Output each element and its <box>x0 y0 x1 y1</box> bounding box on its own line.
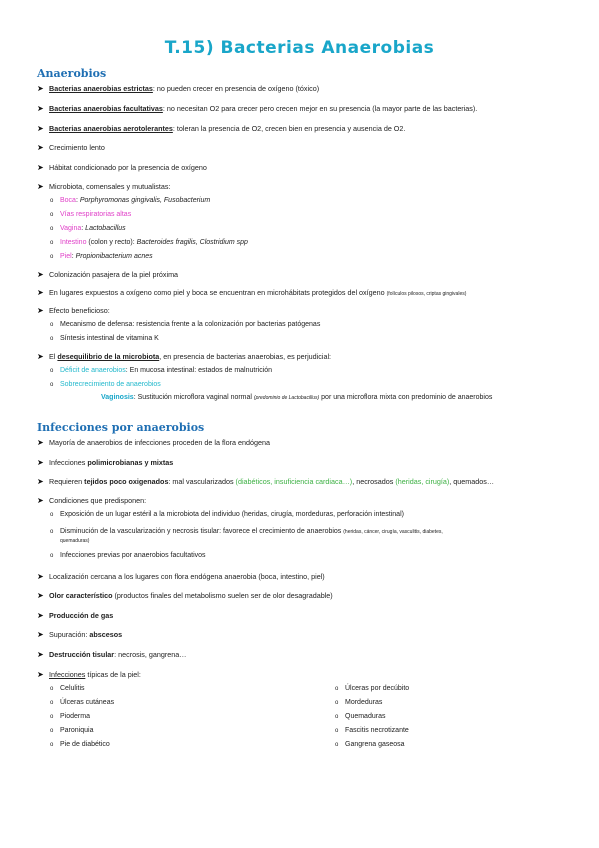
arrow-bullet-icon: ➤ <box>37 182 44 191</box>
circle-bullet-icon: o <box>50 226 54 232</box>
circle-bullet-icon: o <box>50 714 54 720</box>
list-item: ➤ Bacterias anaerobias estrictas: no pueden crecer en presencia de oxígeno (tóxico) <box>37 84 320 93</box>
arrow-bullet-icon: ➤ <box>37 670 44 679</box>
circle-bullet-icon: o <box>50 742 54 748</box>
list-item: ➤ Efecto beneficioso: <box>37 306 110 315</box>
circle-bullet-icon: o <box>335 728 339 734</box>
circle-bullet-icon: o <box>50 336 54 342</box>
list-item: ➤ Crecimiento lento <box>37 143 105 152</box>
arrow-bullet-icon: ➤ <box>37 591 44 600</box>
arrow-bullet-icon: ➤ <box>37 650 44 659</box>
skin-infection-item: o Quemaduras <box>335 713 386 720</box>
circle-bullet-icon: o <box>50 382 54 388</box>
circle-bullet-icon: o <box>50 254 54 260</box>
skin-infection-item: o Úlceras por decúbito <box>335 685 410 692</box>
sub-list-item: o Déficit de anaerobios: En mucosa intestinal: estados de malnutrición <box>50 367 273 374</box>
section-heading-anaerobios: Anaerobios <box>37 67 107 80</box>
arrow-bullet-icon: ➤ <box>37 163 44 172</box>
sub-list-item: o Exposición de un lugar estéril a la microbiota del individuo (heridas, cirugía, mordeduras, perforación intestinal) <box>50 511 404 518</box>
circle-bullet-icon: o <box>50 686 54 692</box>
arrow-bullet-icon: ➤ <box>37 270 44 279</box>
arrow-bullet-icon: ➤ <box>37 438 44 447</box>
skin-infection-item: o Mordeduras <box>335 699 383 706</box>
circle-bullet-icon: o <box>50 198 54 204</box>
list-item: ➤ Localización cercana a los lugares con flora endógena anaerobia (boca, intestino, piel) <box>37 572 325 581</box>
arrow-bullet-icon: ➤ <box>37 496 44 505</box>
arrow-bullet-icon: ➤ <box>37 104 44 113</box>
skin-infection-item: o Fascitis necrotizante <box>335 727 409 734</box>
arrow-bullet-icon: ➤ <box>37 288 44 297</box>
sub-list-item: o Síntesis intestinal de vitamina K <box>50 335 159 342</box>
list-item: ➤ Olor característico (productos finales del metabolismo suelen ser de olor desagradable) <box>37 591 333 600</box>
arrow-bullet-icon: ➤ <box>37 630 44 639</box>
sub-list-item: o Sobrecrecimiento de anaerobios <box>50 381 161 388</box>
skin-infection-item: o Úlceras cutáneas <box>50 699 115 706</box>
circle-bullet-icon: o <box>50 322 54 328</box>
list-item: ➤ Mayoría de anaerobios de infecciones proceden de la flora endógena <box>37 438 270 447</box>
arrow-bullet-icon: ➤ <box>37 352 44 361</box>
vaginosis-note: Vaginosis: Sustitución microflora vaginal normal (predominio de Lactobacillus) por una microflora mixta con predominio de anaerobios <box>101 394 493 401</box>
list-item: ➤ Requieren tejidos poco oxigenados: mal vascularizados (diabéticos, insuficiencia cardiaca…), necrosados (heridas, cirugía), quemados… <box>37 477 495 486</box>
arrow-bullet-icon: ➤ <box>37 572 44 581</box>
circle-bullet-icon: o <box>50 240 54 246</box>
circle-bullet-icon: o <box>335 686 339 692</box>
arrow-bullet-icon: ➤ <box>37 124 44 133</box>
sub-list-item: o Mecanismo de defensa: resistencia frente a la colonización por bacterias patógenas <box>50 321 321 328</box>
list-item: ➤ Bacterias anaerobias facultativas: no necesitan O2 para crecer pero crecen mejor en su presencia (la mayor parte de las bacterias). <box>37 104 478 113</box>
list-item: ➤ Hábitat condicionado por la presencia de oxígeno <box>37 163 207 172</box>
skin-infection-item: o Gangrena gaseosa <box>335 741 405 748</box>
list-item: ➤ En lugares expuestos a oxígeno como piel y boca se encuentran en microhábitats protegidos del oxígeno (folículos pilosos, criptas gingivales) <box>37 288 467 297</box>
list-item: ➤ Producción de gas <box>37 611 114 620</box>
arrow-bullet-icon: ➤ <box>37 143 44 152</box>
arrow-bullet-icon: ➤ <box>37 84 44 93</box>
sub-list-item: o Disminución de la vascularización y necrosis tisular: favorece el crecimiento de anaerobios (heridas, cáncer, cirugía, vasculitis, diabetes, <box>50 528 443 535</box>
skin-infection-item: o Celulitis <box>50 685 85 692</box>
circle-bullet-icon: o <box>335 742 339 748</box>
sub-list-item: o Intestino (colon y recto): Bacteroides fragilis, Clostridium spp <box>50 239 248 246</box>
list-item: ➤ Supuración: abscesos <box>37 630 123 639</box>
list-item: ➤ Microbiota, comensales y mutualistas: <box>37 182 171 191</box>
skin-infection-item: o Paroniquia <box>50 727 94 734</box>
sub-list-item-continuation: quemaduras) <box>60 538 90 544</box>
list-item: ➤ Destrucción tisular: necrosis, gangrena… <box>37 650 187 659</box>
circle-bullet-icon: o <box>50 553 54 559</box>
list-item: ➤ Bacterias anaerobias aerotolerantes: toleran la presencia de O2, crecen bien en presencia y ausencia de O2. <box>37 124 406 133</box>
arrow-bullet-icon: ➤ <box>37 306 44 315</box>
list-item: ➤ Colonización pasajera de la piel próxima <box>37 270 179 279</box>
circle-bullet-icon: o <box>335 714 339 720</box>
circle-bullet-icon: o <box>50 368 54 374</box>
circle-bullet-icon: o <box>335 700 339 706</box>
sub-list-item: o Infecciones previas por anaerobios facultativos <box>50 552 206 559</box>
circle-bullet-icon: o <box>50 512 54 518</box>
arrow-bullet-icon: ➤ <box>37 458 44 467</box>
list-item: ➤ Infecciones polimicrobianas y mixtas <box>37 458 174 467</box>
page-title: T.15) Bacterias Anaerobias <box>164 38 435 58</box>
skin-infection-item: o Pie de diabético <box>50 741 110 748</box>
arrow-bullet-icon: ➤ <box>37 477 44 486</box>
list-item: ➤ Infecciones típicas de la piel: <box>37 670 141 679</box>
sub-list-item: o Vagina: Lactobacillus <box>50 225 126 232</box>
sub-list-item: o Piel: Propionibacterium acnes <box>50 253 153 260</box>
sub-list-item: o Boca: Porphyromonas gingivalis, Fusobacterium <box>50 197 211 204</box>
skin-infection-item: o Pioderma <box>50 713 90 720</box>
circle-bullet-icon: o <box>50 529 54 535</box>
sub-list-item: o Vías respiratorias altas <box>50 211 132 218</box>
section-heading-infecciones: Infecciones por anaerobios <box>37 421 205 434</box>
list-item: ➤ Condiciones que predisponen: <box>37 496 147 505</box>
arrow-bullet-icon: ➤ <box>37 611 44 620</box>
circle-bullet-icon: o <box>50 212 54 218</box>
circle-bullet-icon: o <box>50 728 54 734</box>
list-item: ➤ El desequilibrio de la microbiota, en presencia de bacterias anaerobias, es perjudicial: <box>37 352 332 361</box>
circle-bullet-icon: o <box>50 700 54 706</box>
